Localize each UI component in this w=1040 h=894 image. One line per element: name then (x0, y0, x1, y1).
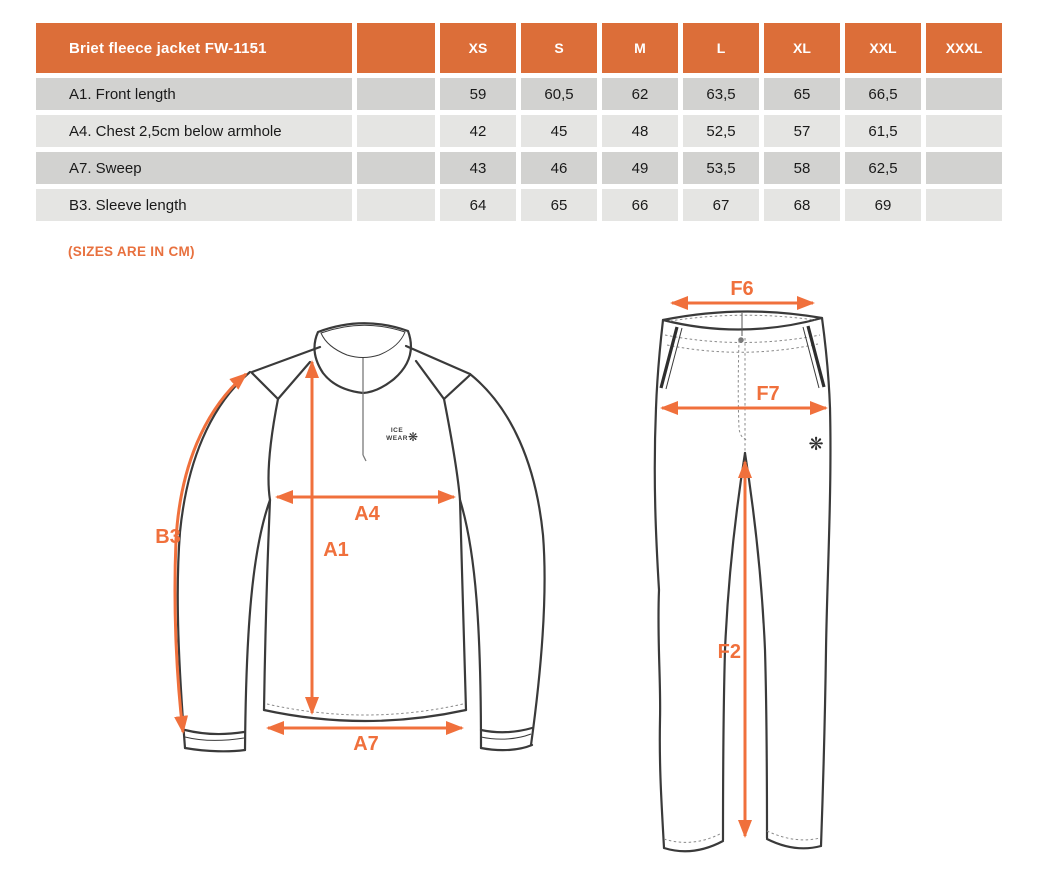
pants-dimension-arrows (662, 278, 826, 836)
table-cell: 53,5 (683, 152, 759, 184)
table-cell: 68 (764, 189, 840, 221)
jacket-left-sleeve-outer (178, 372, 250, 748)
table-cell: 61,5 (845, 115, 921, 147)
table-cell-empty (357, 152, 435, 184)
icewear-logo-text-line1: ICE (390, 427, 404, 434)
jacket-right-side (444, 399, 466, 710)
table-cell: 66 (602, 189, 678, 221)
pants-snowflake-icon: ❋ (808, 434, 824, 455)
table-cell: 66,5 (845, 78, 921, 110)
jacket-zipper (363, 358, 366, 461)
table-cell: 62 (602, 78, 678, 110)
pants-left-leg-outer (655, 408, 664, 848)
table-cell: 42 (440, 115, 516, 147)
jacket-left-side (264, 399, 278, 710)
a7-label: A7 (353, 733, 379, 755)
table-cell: 43 (440, 152, 516, 184)
table-cell: 45 (521, 115, 597, 147)
b3-label: B3 (155, 526, 181, 548)
jacket-right-cuff-stitch (481, 734, 531, 739)
row-label-sleeve-length: B3. Sleeve length (36, 189, 352, 221)
table-cell (926, 152, 1002, 184)
jacket-right-cuff (481, 728, 532, 732)
row-label-front-length: A1. Front length (36, 78, 352, 110)
table-cell (926, 115, 1002, 147)
jacket-right-yoke-seam (416, 361, 470, 399)
icewear-snowflake-icon: ❋ (407, 430, 419, 444)
jacket-right-cuff-edge (481, 745, 532, 750)
jacket-left-shoulder (252, 347, 320, 372)
table-cell (926, 78, 1002, 110)
size-header-xxl: XXL (845, 23, 921, 73)
table-cell: 64 (440, 189, 516, 221)
table-cell: 48 (602, 115, 678, 147)
b3-sleeve-arrow (175, 374, 246, 732)
pants-left-hem (664, 841, 723, 851)
size-header-xs: XS (440, 23, 516, 73)
table-cell: 59 (440, 78, 516, 110)
table-cell: 69 (845, 189, 921, 221)
jacket-left-cuff (185, 730, 244, 734)
jacket-hem-stitch (267, 704, 463, 715)
jacket-left-yoke-seam (252, 362, 310, 399)
table-cell: 62,5 (845, 152, 921, 184)
pants-left-hem-stitch (664, 833, 722, 842)
table-header-spacer (357, 23, 435, 73)
table-cell: 57 (764, 115, 840, 147)
pants-waistband-stitch-low (667, 344, 818, 352)
table-cell: 60,5 (521, 78, 597, 110)
table-cell: 49 (602, 152, 678, 184)
jacket-left-cuff-edge (185, 748, 245, 751)
size-header-l: L (683, 23, 759, 73)
table-cell: 52,5 (683, 115, 759, 147)
table-cell-empty (357, 78, 435, 110)
jacket-dimension-arrows (155, 362, 462, 755)
f7-label: F7 (756, 383, 780, 405)
pants-right-leg-inner (745, 453, 767, 838)
jacket-collar-inner (321, 325, 405, 357)
f2-label: F2 (717, 641, 741, 663)
size-chart-table (36, 23, 1002, 221)
table-cell: 46 (521, 152, 597, 184)
pants-right-leg-outer (821, 408, 830, 846)
pants-right-hip (822, 318, 830, 408)
sizes-unit-note: (SIZES ARE IN CM) (68, 244, 195, 259)
table-cell-empty (357, 189, 435, 221)
pants-diagram (620, 280, 940, 880)
table-title: Briet fleece jacket FW-1151 (36, 23, 352, 73)
jacket-diagram (140, 300, 590, 790)
a4-label: A4 (354, 503, 380, 525)
pants-outline (655, 311, 831, 851)
f6-label: F6 (730, 278, 754, 300)
jacket-left-cuff-stitch (185, 737, 244, 741)
table-cell: 67 (683, 189, 759, 221)
table-cell: 63,5 (683, 78, 759, 110)
table-cell: 65 (764, 78, 840, 110)
size-header-s: S (521, 23, 597, 73)
jacket-hem (264, 710, 466, 721)
icewear-logo-text-line2: WEAR (386, 435, 408, 442)
pants-fly-stitch (738, 340, 747, 440)
size-header-m: M (602, 23, 678, 73)
a1-label: A1 (323, 539, 349, 561)
table-cell: 58 (764, 152, 840, 184)
table-cell (926, 189, 1002, 221)
table-cell-empty (357, 115, 435, 147)
size-header-xxxl: XXXL (926, 23, 1002, 73)
pants-left-hip (656, 320, 663, 408)
size-header-xl: XL (764, 23, 840, 73)
row-label-sweep: A7. Sweep (36, 152, 352, 184)
pants-right-hem-stitch (767, 831, 820, 840)
pants-right-hem (767, 839, 821, 848)
row-label-chest: A4. Chest 2,5cm below armhole (36, 115, 352, 147)
table-cell: 65 (521, 189, 597, 221)
